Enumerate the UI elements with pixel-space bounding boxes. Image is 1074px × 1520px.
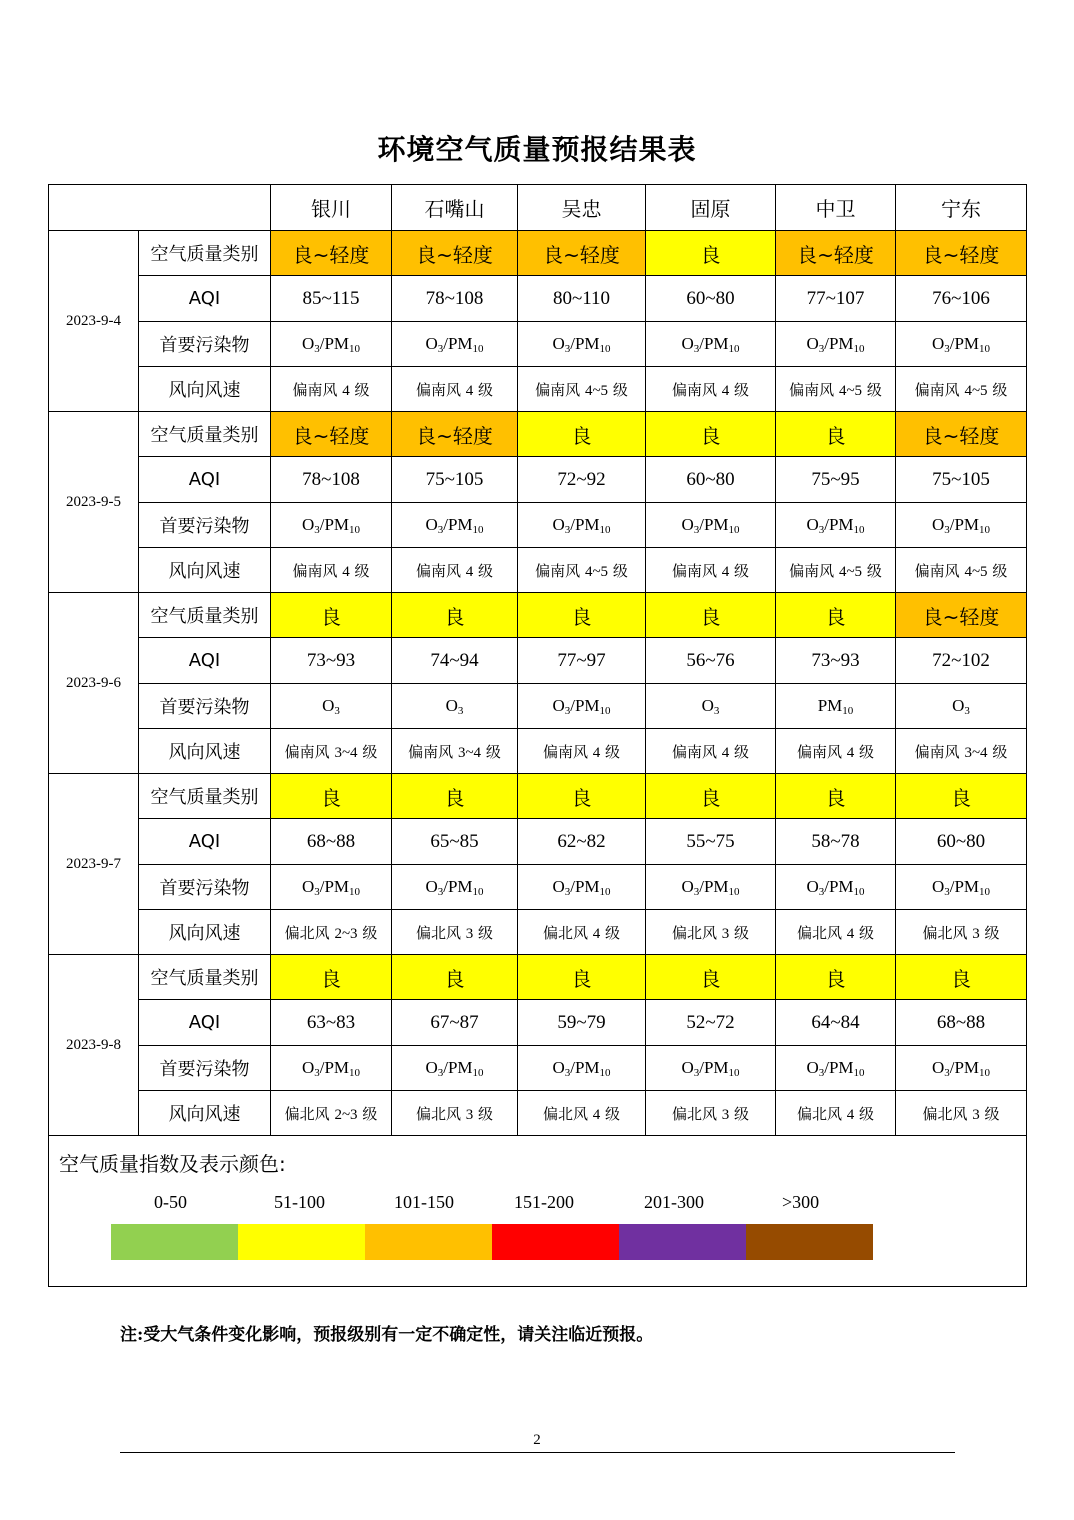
legend-range-label: >300 [782, 1192, 820, 1212]
aqi-value-cell: 72~92 [518, 457, 646, 503]
wind-cell: 偏南风 3~4 级 [896, 729, 1027, 774]
wind-cell: 偏南风 4 级 [646, 729, 776, 774]
legend-range-label: 201-300 [644, 1192, 704, 1212]
aqi-value-cell: 73~93 [776, 638, 896, 684]
aqi-category-cell: 良 [392, 955, 518, 1000]
wind-cell: 偏南风 4 级 [518, 729, 646, 774]
forecast-date: 2023-9-4 [49, 231, 139, 412]
aqi-value-cell: 67~87 [392, 1000, 518, 1046]
wind-cell: 偏南风 4 级 [646, 548, 776, 593]
wind-cell: 偏南风 4 级 [392, 548, 518, 593]
aqi-value-cell: 56~76 [646, 638, 776, 684]
aqi-value-cell: 75~95 [776, 457, 896, 503]
primary-pollutant-cell: $O_3/PM_{10}$ [271, 503, 392, 548]
category-row [49, 593, 1027, 638]
row-label-wind: 风向风速 [139, 729, 271, 774]
header-corner [49, 185, 271, 231]
wind-cell: 偏北风 3 级 [896, 1091, 1027, 1136]
city-header: 吴忠 [518, 185, 646, 231]
aqi-value-cell: 80~110 [518, 276, 646, 322]
aqi-value-cell: 78~108 [271, 457, 392, 503]
legend-range-label: 151-200 [514, 1192, 574, 1212]
wind-cell: 偏南风 4~5 级 [896, 367, 1027, 412]
legend-range-label: 0-50 [154, 1192, 187, 1212]
primary-pollutant-cell: $O_3/PM_{10}$ [896, 503, 1027, 548]
row-label-category: 空气质量类别 [139, 955, 271, 1000]
aqi-value-cell: 77~107 [776, 276, 896, 322]
aqi-value-cell: 59~79 [518, 1000, 646, 1046]
wind-cell: 偏南风 4 级 [776, 729, 896, 774]
aqi-value-cell: 55~75 [646, 819, 776, 865]
wind-row [49, 729, 1027, 774]
aqi-row [49, 457, 1027, 503]
legend-title: 空气质量指数及表示颜色: [59, 1152, 286, 1176]
aqi-value-cell: 60~80 [646, 457, 776, 503]
category-row [49, 231, 1027, 276]
primary-pollutant-cell: $O_3/PM_{10}$ [646, 1046, 776, 1091]
wind-cell: 偏南风 4 级 [646, 367, 776, 412]
row-label-pollutant: 首要污染物 [139, 503, 271, 548]
primary-pollutant-cell: $O_3/PM_{10}$ [271, 1046, 392, 1091]
aqi-category-cell: 良 [646, 955, 776, 1000]
primary-pollutant-cell: $O_3/PM_{10}$ [392, 322, 518, 367]
aqi-value-cell: 85~115 [271, 276, 392, 322]
aqi-category-cell: 良~轻度 [271, 231, 392, 276]
city-header: 宁东 [896, 185, 1027, 231]
city-header: 固原 [646, 185, 776, 231]
page-number: 2 [533, 1432, 541, 1448]
primary-pollutant-cell: $O_3/PM_{10}$ [271, 865, 392, 910]
wind-cell: 偏北风 4 级 [518, 1091, 646, 1136]
aqi-value-cell: 75~105 [896, 457, 1027, 503]
legend-range-label: 101-150 [394, 1192, 454, 1212]
primary-pollutant-cell: $O_3/PM_{10}$ [392, 865, 518, 910]
aqi-category-cell: 良~轻度 [896, 231, 1027, 276]
primary-pollutant-cell: $O_3/PM_{10}$ [518, 322, 646, 367]
row-label-category: 空气质量类别 [139, 774, 271, 819]
wind-cell: 偏南风 4 级 [392, 367, 518, 412]
primary-pollutant-cell: $O_3/PM_{10}$ [896, 865, 1027, 910]
legend-swatch-green [111, 1224, 238, 1260]
pollutant-row [49, 1046, 1027, 1091]
primary-pollutant-cell: $O_3$ [896, 684, 1027, 729]
aqi-value-cell: 60~80 [896, 819, 1027, 865]
disclaimer-note: 注:受大气条件变化影响，预报级别有一定不确定性，请关注临近预报。 [120, 1325, 654, 1345]
aqi-value-cell: 60~80 [646, 276, 776, 322]
row-label-pollutant: 首要污染物 [139, 1046, 271, 1091]
wind-cell: 偏北风 2~3 级 [271, 1091, 392, 1136]
primary-pollutant-cell: $O_3/PM_{10}$ [896, 322, 1027, 367]
aqi-category-cell: 良 [776, 955, 896, 1000]
aqi-value-cell: 58~78 [776, 819, 896, 865]
aqi-category-cell: 良 [776, 774, 896, 819]
aqi-category-cell: 良 [776, 412, 896, 457]
primary-pollutant-cell: $O_3/PM_{10}$ [776, 1046, 896, 1091]
aqi-category-cell: 良~轻度 [896, 593, 1027, 638]
aqi-value-cell: 77~97 [518, 638, 646, 684]
aqi-category-cell: 良 [646, 231, 776, 276]
primary-pollutant-cell: $PM_{10}$ [776, 684, 896, 729]
aqi-row [49, 819, 1027, 865]
legend-row [49, 1136, 1027, 1287]
wind-cell: 偏北风 3 级 [392, 910, 518, 955]
aqi-category-cell: 良~轻度 [392, 231, 518, 276]
aqi-value-cell: 68~88 [271, 819, 392, 865]
aqi-category-cell: 良~轻度 [392, 412, 518, 457]
category-row [49, 955, 1027, 1000]
primary-pollutant-cell: $O_3/PM_{10}$ [776, 322, 896, 367]
wind-cell: 偏北风 4 级 [776, 910, 896, 955]
primary-pollutant-cell: $O_3/PM_{10}$ [518, 503, 646, 548]
row-label-pollutant: 首要污染物 [139, 865, 271, 910]
row-label-category: 空气质量类别 [139, 593, 271, 638]
legend-cell [49, 1136, 1027, 1287]
category-row [49, 774, 1027, 819]
row-label-aqi: AQI [139, 276, 271, 322]
aqi-value-cell: 74~94 [392, 638, 518, 684]
wind-cell: 偏南风 4~5 级 [518, 367, 646, 412]
row-label-category: 空气质量类别 [139, 412, 271, 457]
primary-pollutant-cell: $O_3/PM_{10}$ [776, 503, 896, 548]
row-label-aqi: AQI [139, 1000, 271, 1046]
aqi-value-cell: 76~106 [896, 276, 1027, 322]
city-header: 中卫 [776, 185, 896, 231]
page-title: 环境空气质量预报结果表 [377, 133, 697, 166]
row-label-pollutant: 首要污染物 [139, 684, 271, 729]
pollutant-row [49, 322, 1027, 367]
city-header-row [49, 185, 1027, 231]
primary-pollutant-cell: $O_3$ [271, 684, 392, 729]
row-label-category: 空气质量类别 [139, 231, 271, 276]
aqi-category-cell: 良 [646, 593, 776, 638]
aqi-color-legend [49, 1136, 1027, 1286]
aqi-category-cell: 良~轻度 [518, 231, 646, 276]
legend-range-label: 51-100 [274, 1192, 325, 1212]
row-label-wind: 风向风速 [139, 367, 271, 412]
aqi-category-cell: 良 [271, 955, 392, 1000]
wind-cell: 偏南风 4~5 级 [776, 548, 896, 593]
pollutant-row [49, 503, 1027, 548]
wind-row [49, 367, 1027, 412]
row-label-wind: 风向风速 [139, 910, 271, 955]
wind-row [49, 548, 1027, 593]
legend-swatch-orange [365, 1224, 492, 1260]
primary-pollutant-cell: $O_3/PM_{10}$ [776, 865, 896, 910]
aqi-category-cell: 良 [646, 774, 776, 819]
pollutant-row [49, 865, 1027, 910]
wind-row [49, 910, 1027, 955]
aqi-value-cell: 75~105 [392, 457, 518, 503]
aqi-value-cell: 72~102 [896, 638, 1027, 684]
legend-swatch-purple [619, 1224, 746, 1260]
wind-cell: 偏北风 3 级 [392, 1091, 518, 1136]
wind-row [49, 1091, 1027, 1136]
wind-cell: 偏南风 4~5 级 [776, 367, 896, 412]
aqi-category-cell: 良 [518, 774, 646, 819]
wind-cell: 偏北风 4 级 [518, 910, 646, 955]
aqi-category-cell: 良 [896, 774, 1027, 819]
row-label-aqi: AQI [139, 457, 271, 503]
city-header: 石嘴山 [392, 185, 518, 231]
city-header: 银川 [271, 185, 392, 231]
aqi-value-cell: 63~83 [271, 1000, 392, 1046]
primary-pollutant-cell: $O_3/PM_{10}$ [896, 1046, 1027, 1091]
aqi-category-cell: 良 [271, 593, 392, 638]
forecast-date: 2023-9-7 [49, 774, 139, 955]
aqi-row [49, 638, 1027, 684]
row-label-wind: 风向风速 [139, 1091, 271, 1136]
aqi-category-cell: 良 [518, 412, 646, 457]
primary-pollutant-cell: $O_3/PM_{10}$ [392, 503, 518, 548]
primary-pollutant-cell: $O_3/PM_{10}$ [392, 1046, 518, 1091]
forecast-date: 2023-9-8 [49, 955, 139, 1136]
aqi-category-cell: 良~轻度 [776, 231, 896, 276]
aqi-category-cell: 良 [646, 412, 776, 457]
wind-cell: 偏南风 4~5 级 [518, 548, 646, 593]
aqi-value-cell: 64~84 [776, 1000, 896, 1046]
footer-divider [120, 1452, 955, 1453]
legend-swatch-yellow [238, 1224, 365, 1260]
aqi-category-cell: 良~轻度 [271, 412, 392, 457]
primary-pollutant-cell: $O_3/PM_{10}$ [646, 865, 776, 910]
primary-pollutant-cell: $O_3/PM_{10}$ [518, 865, 646, 910]
aqi-value-cell: 52~72 [646, 1000, 776, 1046]
aqi-category-cell: 良 [392, 774, 518, 819]
wind-cell: 偏北风 3 级 [646, 1091, 776, 1136]
wind-cell: 偏北风 3 级 [646, 910, 776, 955]
row-label-wind: 风向风速 [139, 548, 271, 593]
aqi-row [49, 276, 1027, 322]
primary-pollutant-cell: $O_3/PM_{10}$ [271, 322, 392, 367]
forecast-date: 2023-9-5 [49, 412, 139, 593]
row-label-pollutant: 首要污染物 [139, 322, 271, 367]
aqi-category-cell: 良~轻度 [896, 412, 1027, 457]
wind-cell: 偏南风 4 级 [271, 367, 392, 412]
row-label-aqi: AQI [139, 819, 271, 865]
aqi-category-cell: 良 [518, 955, 646, 1000]
aqi-category-cell: 良 [392, 593, 518, 638]
aqi-category-cell: 良 [776, 593, 896, 638]
aqi-value-cell: 68~88 [896, 1000, 1027, 1046]
primary-pollutant-cell: $O_3/PM_{10}$ [518, 1046, 646, 1091]
primary-pollutant-cell: $O_3/PM_{10}$ [646, 503, 776, 548]
wind-cell: 偏南风 4 级 [271, 548, 392, 593]
wind-cell: 偏南风 4~5 级 [896, 548, 1027, 593]
wind-cell: 偏北风 2~3 级 [271, 910, 392, 955]
wind-cell: 偏北风 3 级 [896, 910, 1027, 955]
row-label-aqi: AQI [139, 638, 271, 684]
pollutant-row [49, 684, 1027, 729]
primary-pollutant-cell: $O_3/PM_{10}$ [518, 684, 646, 729]
aqi-category-cell: 良 [271, 774, 392, 819]
aqi-value-cell: 78~108 [392, 276, 518, 322]
wind-cell: 偏南风 3~4 级 [271, 729, 392, 774]
category-row [49, 412, 1027, 457]
legend-swatch-brown [746, 1224, 873, 1260]
forecast-table [48, 184, 1027, 1287]
wind-cell: 偏北风 4 级 [776, 1091, 896, 1136]
aqi-category-cell: 良 [896, 955, 1027, 1000]
primary-pollutant-cell: $O_3$ [646, 684, 776, 729]
forecast-date: 2023-9-6 [49, 593, 139, 774]
aqi-category-cell: 良 [518, 593, 646, 638]
aqi-value-cell: 73~93 [271, 638, 392, 684]
aqi-value-cell: 65~85 [392, 819, 518, 865]
aqi-row [49, 1000, 1027, 1046]
primary-pollutant-cell: $O_3$ [392, 684, 518, 729]
aqi-value-cell: 62~82 [518, 819, 646, 865]
wind-cell: 偏南风 3~4 级 [392, 729, 518, 774]
forecast-table-body [49, 185, 1027, 1136]
legend-swatch-red [492, 1224, 619, 1260]
primary-pollutant-cell: $O_3/PM_{10}$ [646, 322, 776, 367]
